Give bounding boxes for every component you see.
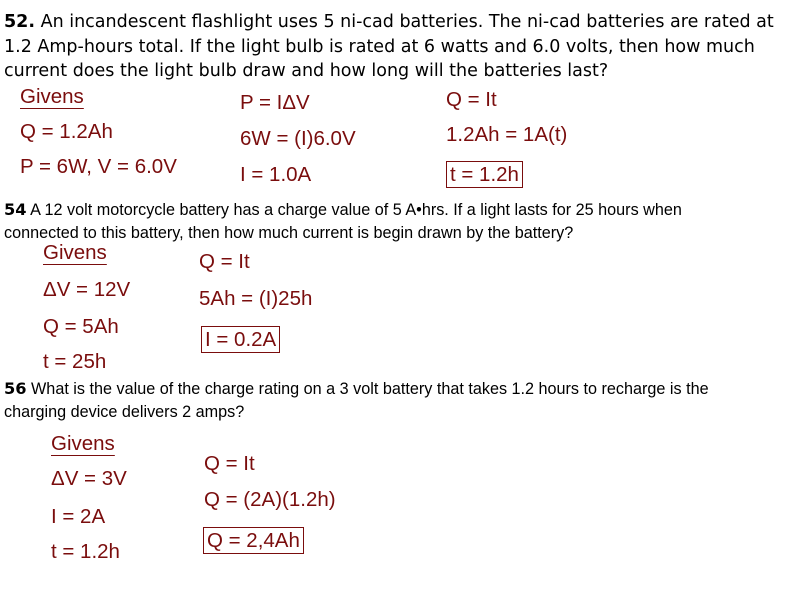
problem-56-answer: Q = 2,4Ah: [203, 527, 304, 554]
problem-54-equation-2: 5Ah = (I)25h: [199, 287, 313, 310]
problem-56-given-3: t = 1.2h: [51, 540, 120, 563]
problem-54-given-1: ΔV = 12V: [43, 278, 131, 301]
problem-56-equation-2: Q = (2A)(1.2h): [204, 488, 336, 511]
problem-52-number: 52.: [4, 12, 36, 32]
problem-56-text: [4, 377, 709, 424]
problem-54-number: 54: [4, 200, 27, 219]
problem-54-line-1: 54 A 12 volt motorcycle battery has a charge value of 5 A•hrs. If a light lasts for 25 hours when: [4, 200, 682, 219]
problem-52-equation-3: I = 1.0A: [240, 163, 312, 186]
problem-52-equation-2: 6W = (I)6.0V: [240, 127, 356, 150]
problem-54-equation-1: Q = It: [199, 250, 250, 273]
problem-54-given-2: Q = 5Ah: [43, 315, 119, 338]
problem-54-given-3: t = 25h: [43, 350, 107, 373]
problem-54-text: [4, 198, 682, 245]
problem-52-equation-4: Q = It: [446, 88, 497, 111]
problem-54-givens-label: Givens: [43, 241, 107, 264]
problem-52-text: [4, 10, 774, 84]
problem-52-given-2: P = 6W, V = 6.0V: [20, 155, 177, 178]
problem-52-givens-label: Givens: [20, 85, 84, 108]
problem-56-equation-1: Q = It: [204, 452, 255, 475]
problem-52-equation-5: 1.2Ah = 1A(t): [446, 123, 568, 146]
problem-56-number: 56: [4, 379, 27, 398]
problem-52-line-1: 52. An incandescent flashlight uses 5 ni-cad batteries. The ni-cad batteries are rated at: [4, 12, 774, 32]
problem-54-line-2: connected to this battery, then how much current is begin drawn by the battery?: [4, 224, 574, 242]
problem-56-line-1: 56 What is the value of the charge rating on a 3 volt battery that takes 1.2 hours to recharge is the: [4, 379, 709, 398]
problem-54-answer: I = 0.2A: [201, 326, 280, 353]
problem-52-line-3: current does the light bulb draw and how long will the batteries last?: [4, 61, 609, 81]
problem-52-equation-1: P = IΔV: [240, 91, 310, 114]
problem-52-line-2: 1.2 Amp-hours total. If the light bulb is rated at 6 watts and 6.0 volts, then how much: [4, 36, 755, 57]
problem-56-given-2: I = 2A: [51, 505, 106, 528]
problem-56-givens-label: Givens: [51, 432, 115, 455]
problem-56-given-1: ΔV = 3V: [51, 467, 127, 490]
problem-52-answer: t = 1.2h: [446, 161, 523, 188]
problem-52-given-1: Q = 1.2Ah: [20, 120, 113, 143]
problem-56-line-2: charging device delivers 2 amps?: [4, 403, 245, 421]
